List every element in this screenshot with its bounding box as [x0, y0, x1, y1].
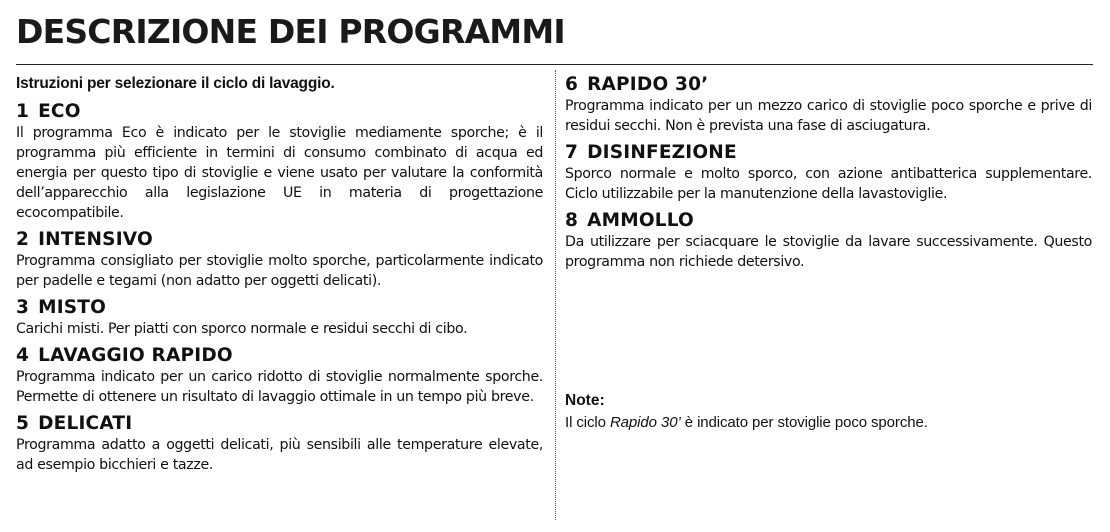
program-name: INTENSIVO — [38, 229, 153, 250]
program-number: 5 — [16, 413, 30, 434]
program-number: 2 — [16, 229, 30, 250]
program-section-lavaggio-rapido — [16, 345, 543, 407]
page-title: DESCRIZIONE DEI PROGRAMMI — [16, 12, 565, 51]
program-section-disinfezione — [565, 142, 1092, 204]
program-description: Programma indicato per un carico ridotto di stoviglie normalmente sporche. Permette di ottenere un risultato di lavaggio ottimale in un tempo più breve. — [16, 369, 543, 405]
program-name: LAVAGGIO RAPIDO — [38, 345, 233, 366]
note-text-end: è indicato per stoviglie poco sporche. — [680, 414, 928, 431]
program-heading — [16, 229, 543, 251]
program-description: Programma indicato per un mezzo carico di stoviglie poco sporche e prive di residui secchi. Non è prevista una fase di asciugatura. — [565, 98, 1092, 134]
right-column — [565, 74, 1092, 278]
program-name: MISTO — [38, 297, 107, 318]
note-block — [565, 391, 1092, 433]
program-number: 8 — [565, 210, 579, 231]
program-name: RAPIDO 30’ — [587, 74, 709, 95]
program-number: 3 — [16, 297, 30, 318]
program-heading — [16, 101, 543, 123]
program-heading — [16, 297, 543, 319]
note-text-start: Il ciclo — [565, 414, 610, 431]
program-name: AMMOLLO — [587, 210, 694, 231]
program-name: DELICATI — [38, 413, 133, 434]
program-section-intensivo — [16, 229, 543, 291]
program-description: Carichi misti. Per piatti con sporco normale e residui secchi di cibo. — [16, 321, 468, 337]
program-description: Programma adatto a oggetti delicati, più sensibili alle temperature elevate, ad esempio bicchieri e tazze. — [16, 437, 543, 473]
program-section-rapido-30 — [565, 74, 1092, 136]
program-heading — [565, 210, 1092, 232]
program-number: 6 — [565, 74, 579, 95]
program-heading — [565, 142, 1092, 164]
note-program-name: Rapido 30’ — [609, 414, 681, 431]
program-section-ammollo — [565, 210, 1092, 272]
program-number: 1 — [16, 101, 30, 122]
program-heading — [16, 345, 543, 367]
program-number: 4 — [16, 345, 30, 366]
intro-text: Istruzioni per selezionare il ciclo di lavaggio. — [16, 75, 335, 92]
program-heading — [565, 74, 1092, 96]
program-name: ECO — [38, 101, 81, 122]
program-description: Programma consigliato per stoviglie molto sporche, particolarmente indicato per padelle e tegami (non adatto per oggetti delicati). — [16, 253, 543, 289]
program-description: Il programma Eco è indicato per le stoviglie mediamente sporche; è il programma più efficiente in termini di consumo combinato di acqua ed energia per questo tipo di stoviglie e viene usato per valutare la conformità dell’apparecchio alla legislazione UE in materia di progettazione ecocompatibile. — [16, 125, 543, 221]
program-section-delicati — [16, 413, 543, 475]
program-heading — [16, 413, 543, 435]
program-name: DISINFEZIONE — [587, 142, 737, 163]
note-title: Note: — [565, 392, 605, 409]
program-section-misto — [16, 297, 543, 339]
note-text — [565, 413, 1092, 433]
title-divider — [16, 64, 1093, 65]
program-description: Sporco normale e molto sporco, con azione antibatterica supplementare. Ciclo utilizzabile per la manutenzione della lavastoviglie. — [565, 166, 1092, 202]
column-divider — [555, 70, 556, 520]
program-number: 7 — [565, 142, 579, 163]
left-column — [16, 74, 543, 481]
program-section-eco — [16, 101, 543, 223]
program-description: Da utilizzare per sciacquare le stoviglie da lavare successivamente. Questo programma non richiede detersivo. — [565, 234, 1092, 270]
